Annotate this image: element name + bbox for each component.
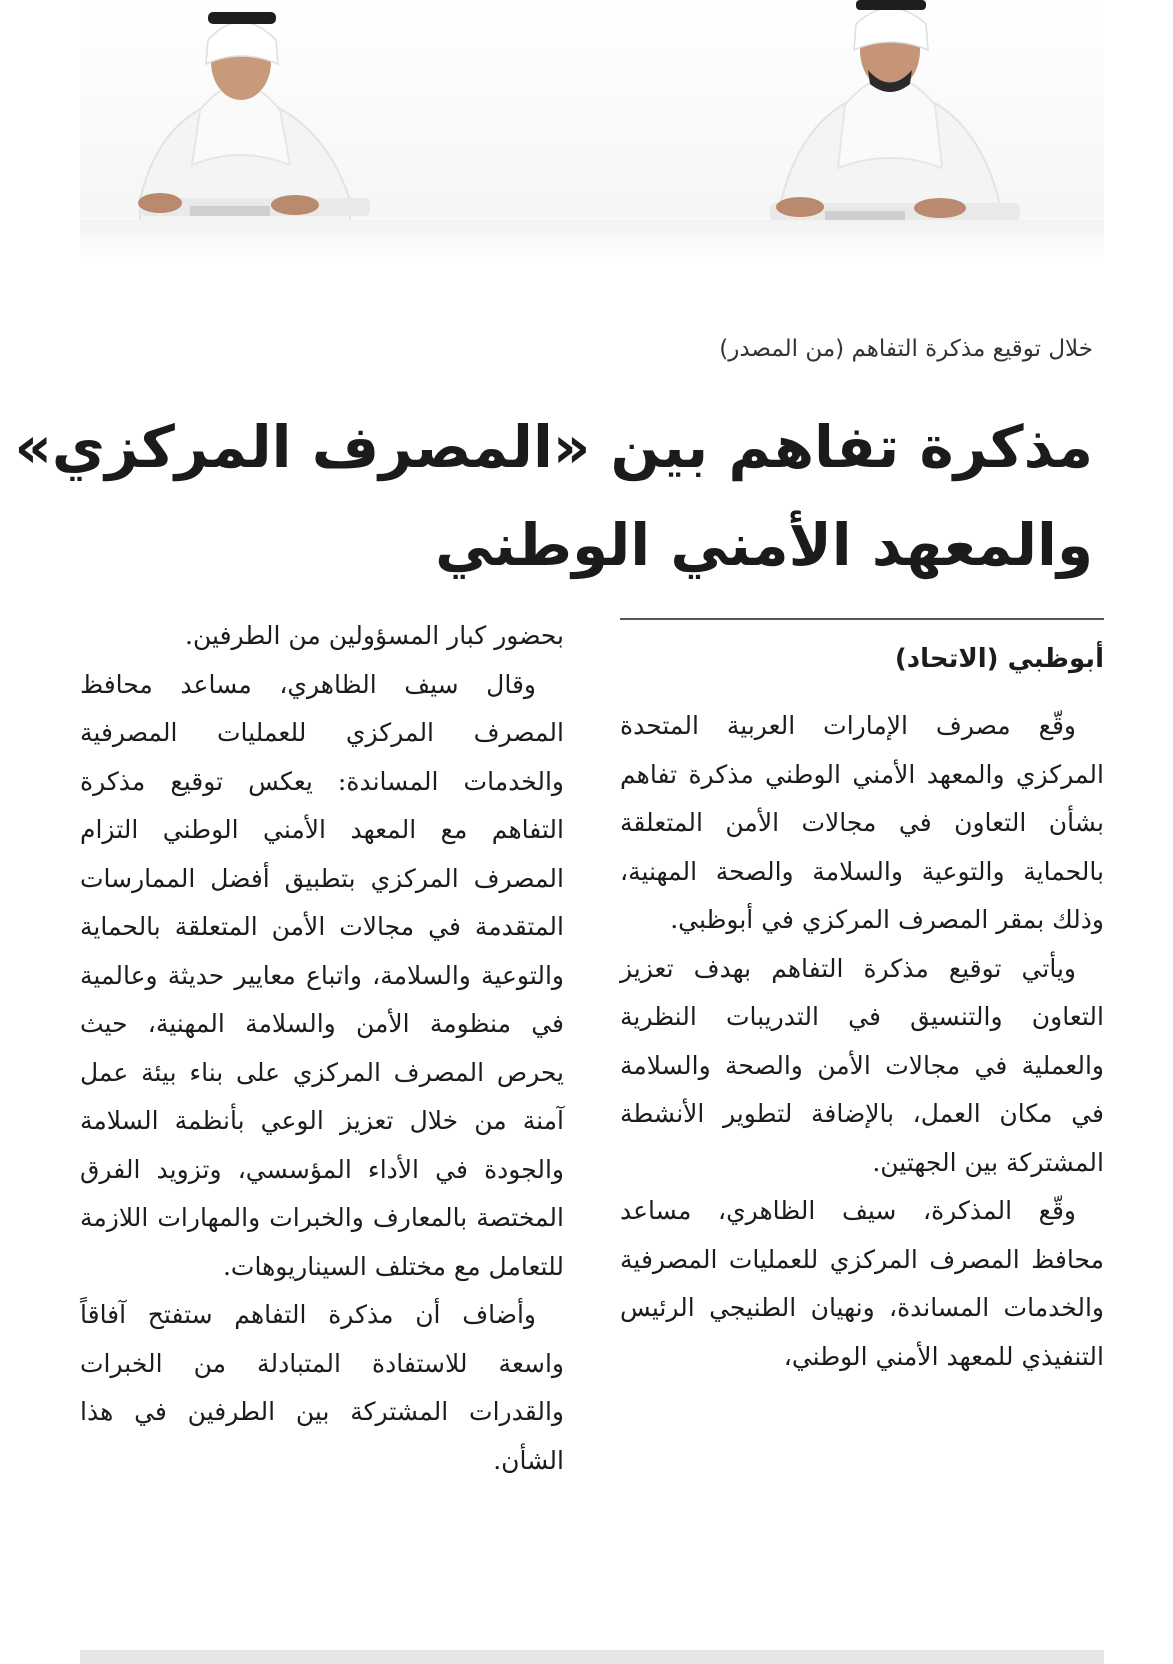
paragraph: وقال سيف الظاهري، مساعد محافظ المصرف المركزي للعمليات المصرفية والخدمات المساندة: يعكس توقيع مذكرة التفاهم مع المعهد الأمني الوطني التزام المصرف المركزي بتطبيق أفضل الممارسات المتقدمة في مجالات الأمن المتعلقة بالحماية والتوعية والسلامة، واتباع معايير حديثة وعالمية في منظومة الأمن والسلامة المهنية، حيث يحرص المصرف المركزي على بناء بيئة عمل آمنة من خلال تعزيز الوعي بأنظمة السلامة والجودة في الأداء المؤسسي، وتزويد الفرق المختصة بالمعارف والخبرات والمهارات اللازمة للتعامل مع مختلف السيناريوهات. <box>80 669 564 1281</box>
paragraph: وأضاف أن مذكرة التفاهم ستفتح آفاقاً واسعة للاستفادة المتبادلة من الخبرات والقدرات المشتركة بين الطرفين في هذا الشأن. <box>80 1300 564 1475</box>
table-surface <box>80 220 1104 262</box>
photo-caption: خلال توقيع مذكرة التفاهم (من المصدر) <box>719 336 1093 362</box>
article-column-left <box>80 612 564 1485</box>
paragraph: ويأتي توقيع مذكرة التفاهم بهدف تعزيز التعاون والتنسيق في التدريبات النظرية والعملية في مجالات الأمن والصحة والسلامة في مكان العمل، بالإضافة لتطوير الأنشطة المشتركة بين الجهتين. <box>620 953 1104 1177</box>
page-bottom-bar <box>80 1650 1104 1664</box>
headline <box>14 398 1093 594</box>
paragraph: بحضور كبار المسؤولين من الطرفين. <box>185 621 564 650</box>
paragraph: وقّع المذكرة، سيف الظاهري، مساعد محافظ المصرف المركزي للعمليات المصرفية والخدمات المساندة، ونهيان الطنيجي الرئيس التنفيذي للمعهد الأمني الوطني، <box>620 1196 1104 1371</box>
article-body-right <box>620 702 1104 1381</box>
paragraph: وقّع مصرف الإمارات العربية المتحدة المركزي والمعهد الأمني الوطني مذكرة تفاهم بشأن التعاون في مجالات الأمن المتعلقة بالحماية والتوعية والسلامة والصحة المهنية، وذلك بمقر المصرف المركزي في أبوظبي. <box>620 711 1104 934</box>
byline: أبوظبي (الاتحاد) <box>894 644 1104 674</box>
article-photo <box>80 0 1104 262</box>
person-left <box>138 12 370 225</box>
headline-line-2: والمعهد الأمني الوطني <box>435 511 1093 579</box>
person-right <box>770 0 1020 230</box>
article-body-left <box>80 612 564 1485</box>
headline-line-1: مذكرة تفاهم بين «المصرف المركزي» <box>14 413 1093 481</box>
article-column-right <box>620 618 1104 1381</box>
column-divider <box>620 618 1104 620</box>
